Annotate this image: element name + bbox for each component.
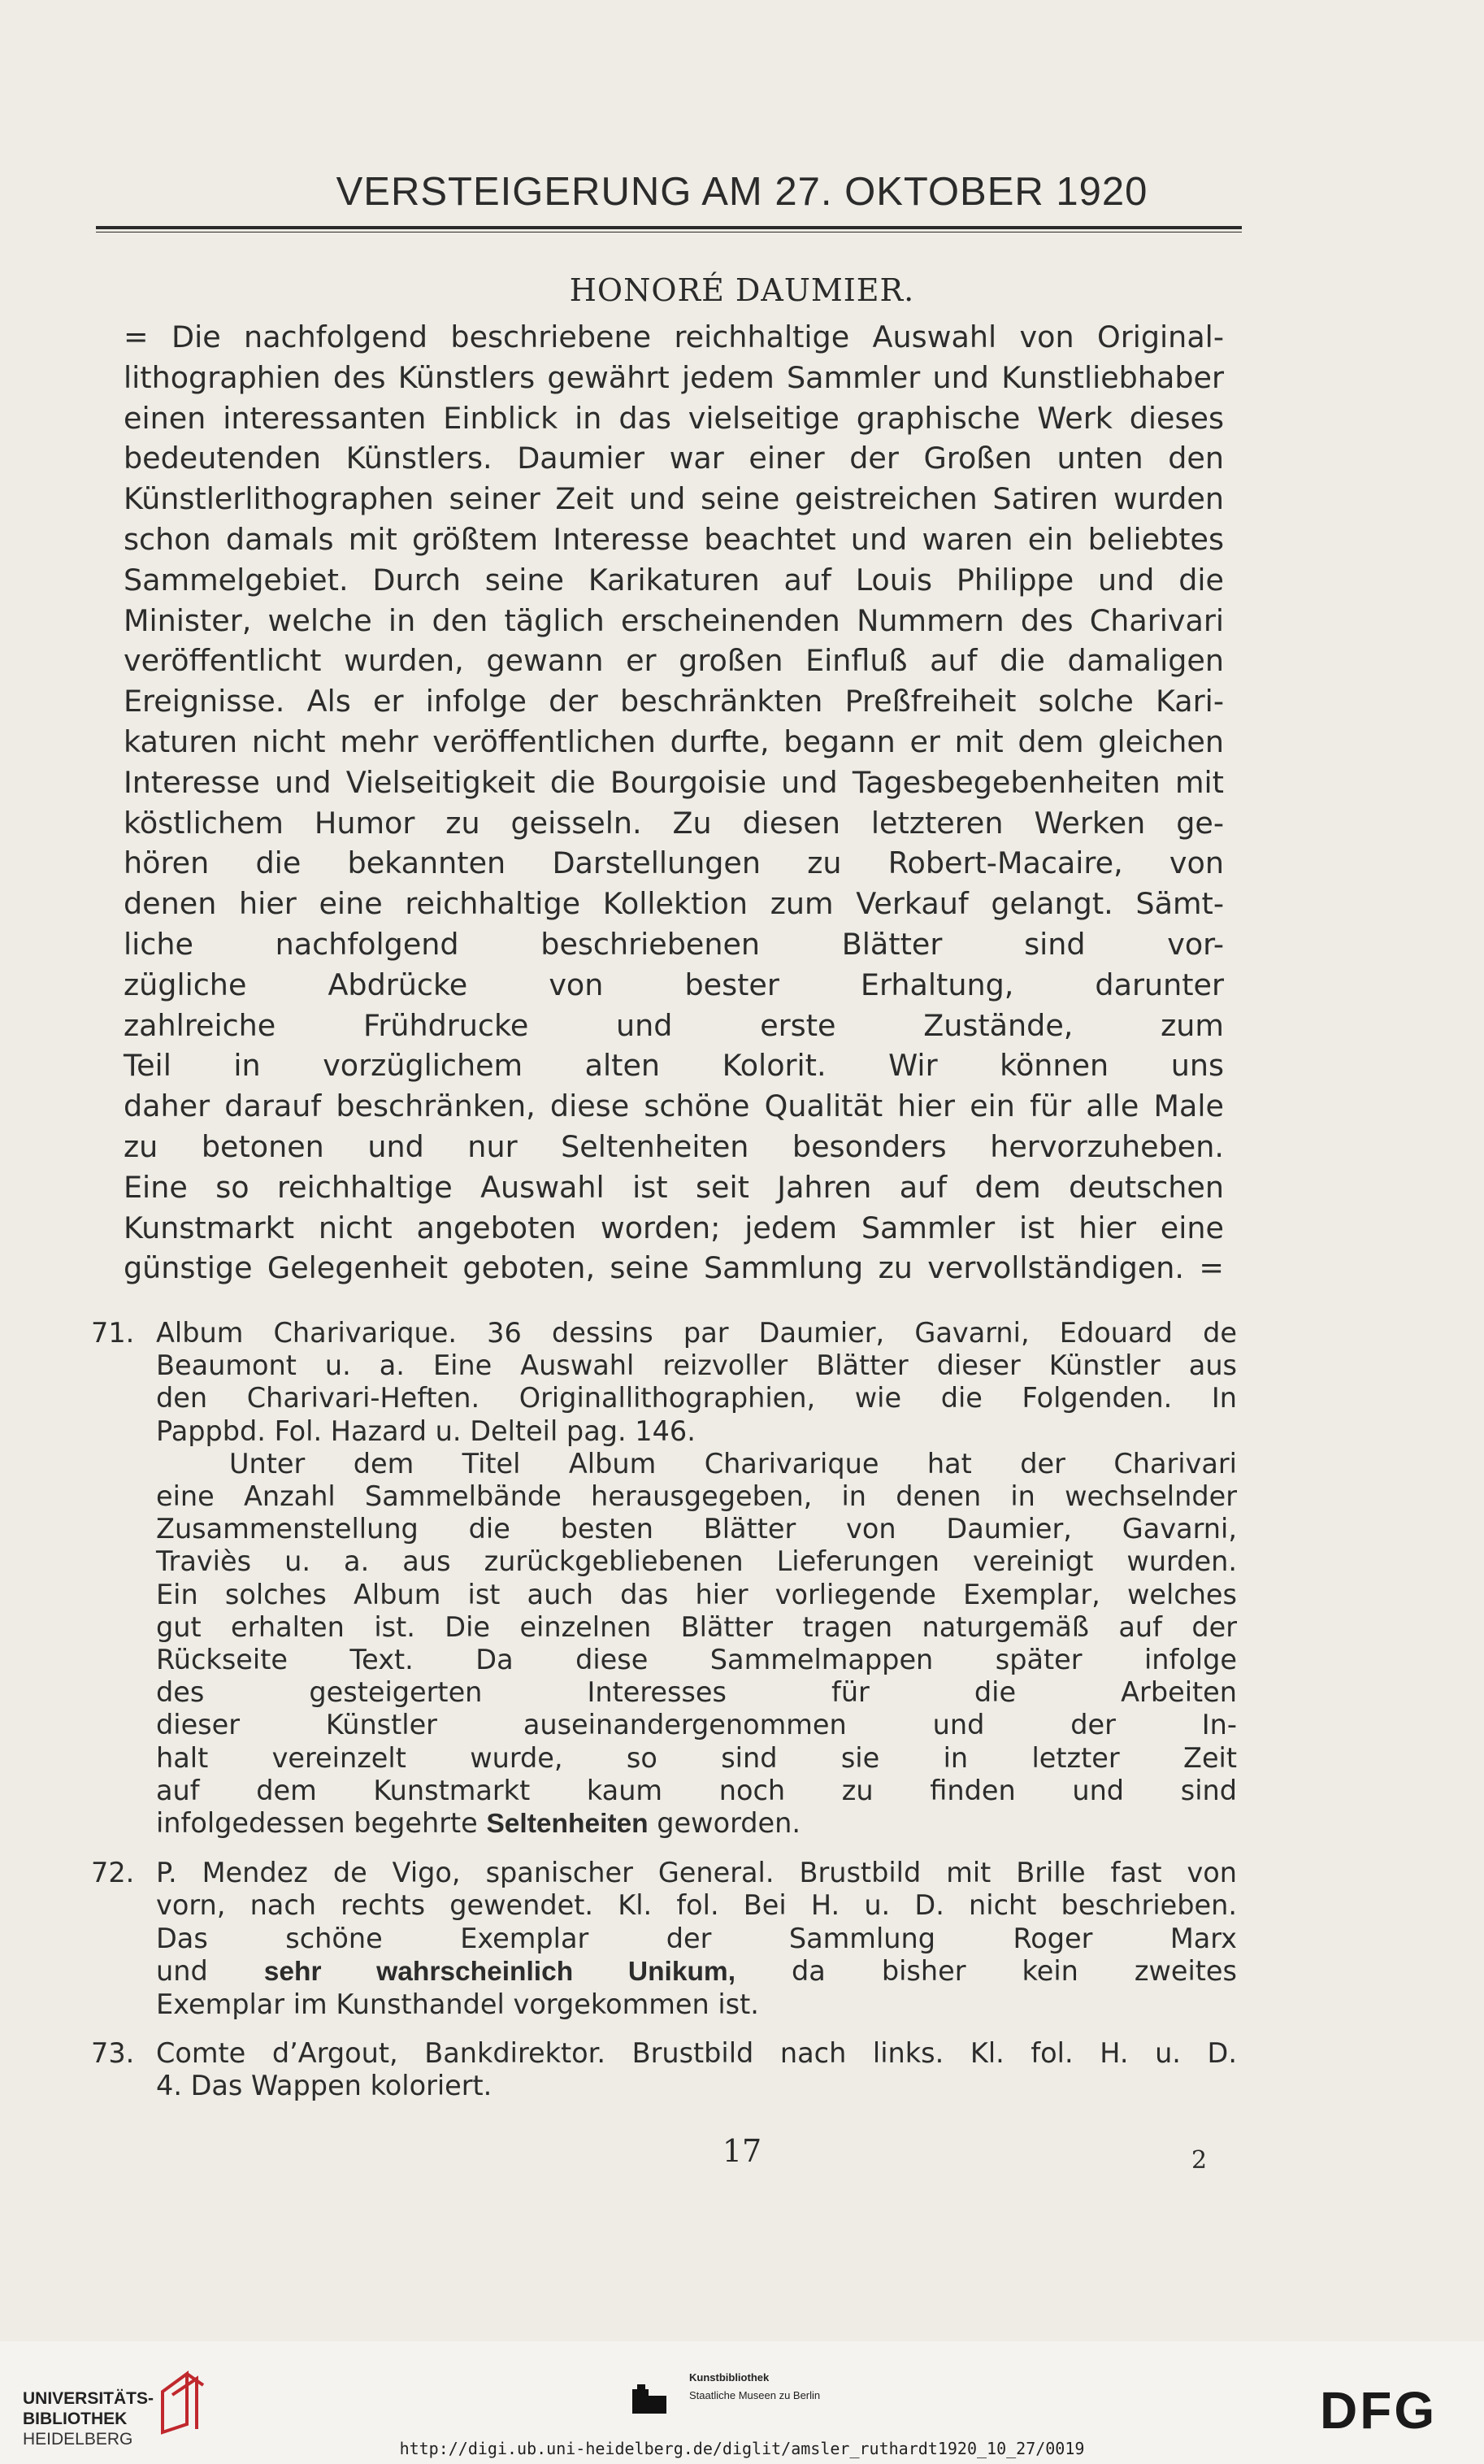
page-header: VERSTEIGERUNG AM 27. OKTOBER 1920 (336, 170, 1148, 214)
kb-title: Kunstbibliothek (689, 2371, 770, 2384)
entry-note-line (156, 1807, 1237, 1840)
intro-line: denen hier eine reichhaltige Kollektion zum Verkauf gelangt. Sämt- (124, 886, 1224, 922)
intro-line: katuren nicht mehr veröffentlichen durfte, begann er mit dem gleichen (124, 724, 1224, 759)
entry-note-line: dieser Künstler auseinandergenommen und der In- (156, 1709, 1237, 1741)
library-logo-icon (154, 2367, 208, 2436)
kunstbibliothek-text (689, 2369, 820, 2405)
entry-note-line: gut erhalten ist. Die einzelnen Blätter tragen naturgemäß auf der (156, 1610, 1237, 1643)
entry-note-line: des gesteigerten Interesses für die Arbeiten (156, 1676, 1237, 1709)
entry-note-line: eine Anzahl Sammelbände herausgegeben, in denen in wechselnder (156, 1480, 1237, 1513)
intro-line: daher darauf beschränken, diese schöne Qualität hier ein für alle Male (124, 1089, 1224, 1124)
library-line: UNIVERSITÄTS- (23, 2389, 154, 2408)
entry-note-line: Rückseite Text. Da diese Sammelmappen später infolge (156, 1644, 1237, 1676)
kb-subtitle: Staatliche Museen zu Berlin (689, 2389, 821, 2401)
intro-line: zu betonen und nur Seltenheiten besonders hervorzuheben. (124, 1128, 1224, 1164)
entry-note-line: Ein solches Album ist auch das hier vorliegende Exemplar, welches (156, 1578, 1237, 1610)
entry-line: Comte d’Argout, Bankdirektor. Brustbild nach links. Kl. fol. H. u. D. (156, 2037, 1237, 2070)
entry-line: Album Charivarique. 36 dessins par Daumier, Gavarni, Edouard de (156, 1317, 1237, 1349)
entry-note-line: auf dem Kunstmarkt kaum noch zu finden und sind (156, 1774, 1237, 1806)
entry-line: den Charivari-Heften. Originallithographien, wie die Folgenden. In (156, 1382, 1237, 1415)
entry-line: Das schöne Exemplar der Sammlung Roger Marx (156, 1922, 1237, 1954)
source-url[interactable]: http://digi.ub.uni-heidelberg.de/diglit/amsler_ruthardt1920_10_27/0019 (399, 2439, 1085, 2458)
entry-line (156, 2070, 1237, 2102)
kunstbibliothek-logo-icon (632, 2384, 666, 2418)
note-text: infolgedessen begehrte (156, 1807, 478, 1840)
intro-line: Ereignisse. Als er infolge der beschränkten Preßfreiheit solche Kari- (124, 684, 1224, 719)
dfg-logo: DFG (1320, 2381, 1438, 2440)
intro-line-spaced: zügliche Abdrücke von bester Erhaltung, darunter (124, 967, 1224, 1002)
signature-mark: 2 (1191, 2146, 1208, 2175)
intro-line: Interesse und Vielseitigkeit die Bourgoisie und Tagesbegebenheiten mit (124, 764, 1224, 800)
entry-number: 71. (91, 1317, 135, 1349)
catalog-entry-71 (91, 1317, 1237, 1840)
entry-note-line: halt vereinzelt wurde, so sind sie in letzter Zeit (156, 1741, 1237, 1774)
entry-line: Exemplar im Kunsthandel vorgekommen ist. (156, 1988, 759, 2021)
intro-line: Kunstmarkt nicht angeboten worden; jedem Sammler ist hier eine (124, 1210, 1224, 1245)
catalog-entry-73 (91, 2037, 1237, 2102)
intro-line: günstige Gelegenheit geboten, seine Sammlung zu vervollständigen. = (124, 1250, 1224, 1286)
intro-line: einen interessanten Einblick in das vielseitige graphische Werk dieses (124, 400, 1224, 436)
entry-line: P. Mendez de Vigo, spanischer General. Brustbild mit Brille fast von (156, 1857, 1237, 1889)
intro-line-spaced: zahlreiche Frühdrucke und erste Zustände, zum (124, 1007, 1224, 1043)
note-text: und (156, 1954, 208, 1987)
entry-note-line: Traviès u. a. aus zurückgebliebenen Lieferungen vereinigt wurden. (156, 1545, 1237, 1578)
library-line: BIBLIOTHEK (23, 2410, 128, 2428)
intro-line: bedeutenden Künstlers. Daumier war einer der Großen unten den (124, 441, 1224, 476)
intro-line: schon damals mit größtem Interesse beachtet und waren ein beliebtes (124, 521, 1224, 557)
intro-line-spaced: Teil in vorzüglichem alten Kolorit. Wir können uns (124, 1048, 1224, 1084)
catalog-entries (91, 1317, 1237, 2119)
intro-line: = Die nachfolgend beschriebene reichhaltige Auswahl von Original- (124, 319, 1224, 354)
page-number: 17 (722, 2133, 762, 2169)
note-text: geworden. (657, 1807, 801, 1840)
header-rule-thick (96, 226, 1242, 229)
note-text: 4. Das Wappen (156, 2070, 362, 2102)
intro-line-spaced: liche nachfolgend beschriebenen Blätter sind vor- (124, 926, 1224, 962)
intro-line: Künstlerlithographen seiner Zeit und seine geistreichen Satiren wurden (124, 481, 1224, 517)
entry-line: Pappbd. Fol. Hazard u. Delteil pag. 146. (156, 1415, 696, 1447)
entry-line: vorn, nach rechts gewendet. Kl. fol. Bei H. u. D. nicht beschrieben. (156, 1889, 1237, 1922)
section-title: HONORÉ DAUMIER. (569, 272, 915, 308)
library-line: HEIDELBERG (23, 2430, 133, 2449)
intro-line: Sammelgebiet. Durch seine Karikaturen auf Louis Philippe und die (124, 562, 1224, 598)
intro-line: lithographien des Künstlers gewährt jedem Sammler und Kunstliebhaber (124, 359, 1224, 395)
intro-paragraph (124, 317, 1224, 1288)
intro-line: Minister, welche in den täglich erscheinenden Nummern des Charivari (124, 602, 1224, 638)
highlight-text: sehr wahrscheinlich Unikum, (263, 1956, 736, 1987)
catalog-entry-72 (91, 1857, 1237, 2021)
intro-line: köstlichem Humor zu geisseln. Zu diesen letzteren Werken ge- (124, 805, 1224, 841)
intro-line: Eine so reichhaltige Auswahl ist seit Jahren auf dem deutschen (124, 1169, 1224, 1205)
entry-number: 73. (91, 2037, 135, 2070)
entry-note-line: Unter dem Titel Album Charivarique hat der Charivari (229, 1447, 1237, 1480)
entry-number: 72. (91, 1857, 135, 1889)
entry-line (156, 1955, 1237, 1988)
highlight-text: Seltenheiten (486, 1809, 649, 1840)
note-text: koloriert. (370, 2070, 492, 2102)
entry-line: Beaumont u. a. Eine Auswahl reizvoller Blätter dieser Künstler aus (156, 1349, 1237, 1382)
intro-line: hören die bekannten Darstellungen zu Robert-Macaire, von (124, 845, 1224, 881)
intro-line: veröffentlicht wurden, gewann er großen Einfluß auf die damaligen (124, 643, 1224, 679)
note-text: da bisher kein zweites (792, 1954, 1237, 1987)
entry-note-line: Zusammenstellung die besten Blätter von Daumier, Gavarni, (156, 1513, 1237, 1545)
